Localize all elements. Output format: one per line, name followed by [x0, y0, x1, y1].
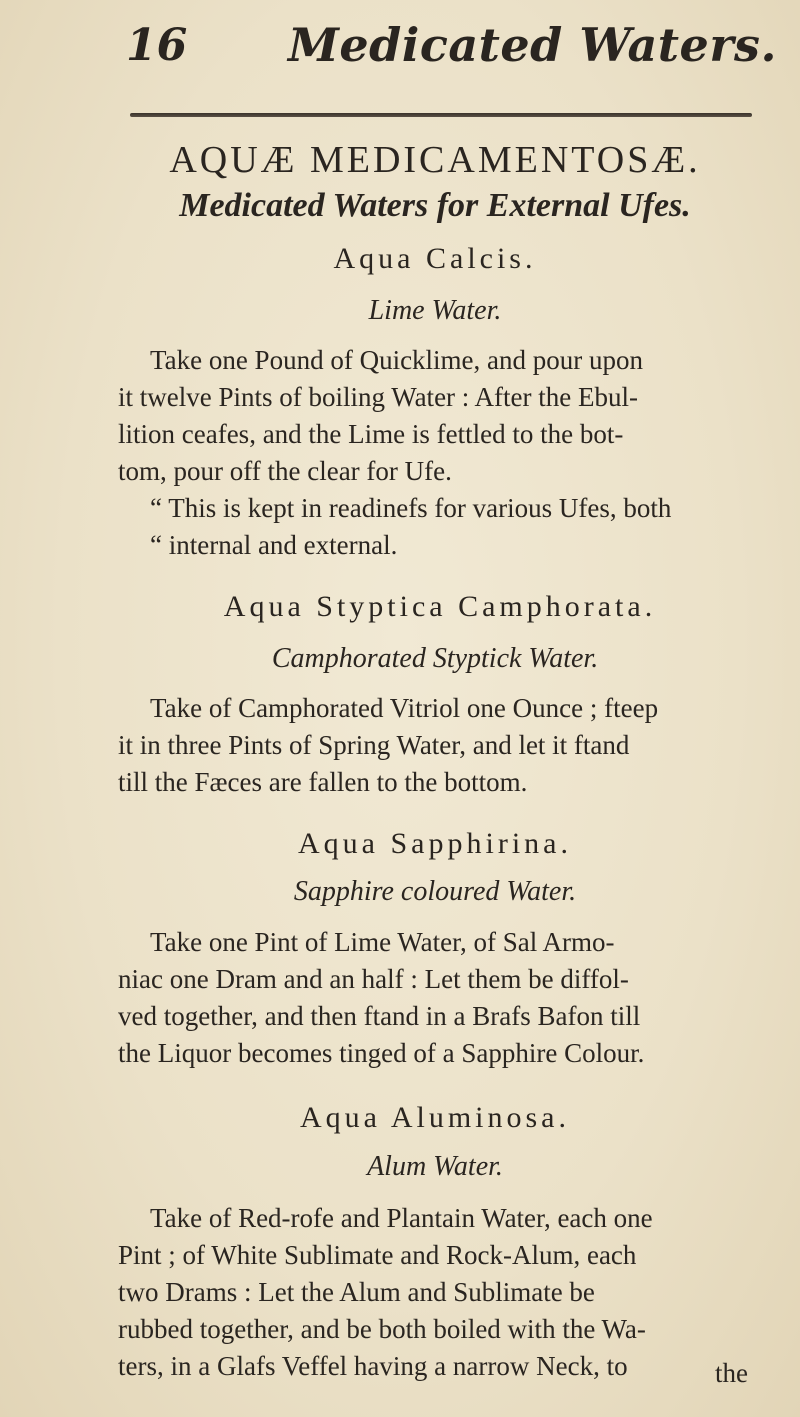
recipe-english-name: Lime Water. — [368, 295, 502, 326]
text-line: niac one Dram and an half : Let them be diffol- — [118, 964, 629, 994]
text-line: “ This is kept in readinefs for various Ufes, both — [150, 493, 672, 523]
text-line: it twelve Pints of boiling Water : After the Ebul- — [118, 382, 638, 412]
recipe-english-name: Alum Water. — [367, 1151, 503, 1182]
recipe-english-name: Sapphire coloured Water. — [293, 876, 577, 907]
text-line: Take of Camphorated Vitriol one Ounce ; fteep — [150, 693, 659, 723]
recipe-latin-name: Aqua Aluminosa. — [300, 1101, 570, 1134]
recipe-latin-name: Aqua Styptica Camphorata. — [223, 590, 657, 623]
recipe-text — [118, 1200, 752, 1385]
catchword: the — [715, 1358, 748, 1388]
page-header — [0, 12, 800, 92]
text-line: till the Fæces are fallen to the bottom. — [118, 767, 528, 797]
text-line: ters, in a Glafs Veffel having a narrow Neck, to — [118, 1351, 628, 1381]
text-line: the Liquor becomes tinged of a Sapphire Colour. — [118, 1038, 645, 1068]
text-line: Take of Red-rofe and Plantain Water, each one — [150, 1203, 653, 1233]
text-line: Take one Pound of Quicklime, and pour upon — [150, 345, 644, 375]
page-number: 16 — [126, 20, 188, 71]
text-line: ved together, and then ftand in a Brafs Bafon till — [118, 1001, 641, 1031]
header-rule — [130, 113, 752, 117]
recipe-latin-name: Aqua Sapphirina. — [298, 827, 572, 860]
text-line: rubbed together, and be both boiled with the Wa- — [118, 1314, 646, 1344]
recipe-latin-name: Aqua Calcis. — [333, 242, 537, 275]
text-line: it in three Pints of Spring Water, and let it ftand — [118, 730, 630, 760]
running-title: Medicated Waters. — [288, 18, 777, 72]
section-title: AQUÆ MEDICAMENTOSÆ. — [169, 139, 701, 181]
text-line: Pint ; of White Sublimate and Rock-Alum, each — [118, 1240, 637, 1270]
recipe-text — [118, 690, 752, 801]
text-line: two Drams : Let the Alum and Sublimate be — [118, 1277, 595, 1307]
recipe-text — [118, 924, 752, 1072]
text-line: tom, pour off the clear for Ufe. — [118, 456, 452, 486]
text-line: lition ceafes, and the Lime is fettled to the bot- — [118, 419, 624, 449]
recipe-text — [118, 342, 752, 564]
recipe-english-name: Camphorated Styptick Water. — [271, 643, 599, 674]
text-line: Take one Pint of Lime Water, of Sal Armo- — [150, 927, 615, 957]
section-subtitle: Medicated Waters for External Ufes. — [179, 187, 691, 224]
text-line: “ internal and external. — [150, 530, 398, 560]
